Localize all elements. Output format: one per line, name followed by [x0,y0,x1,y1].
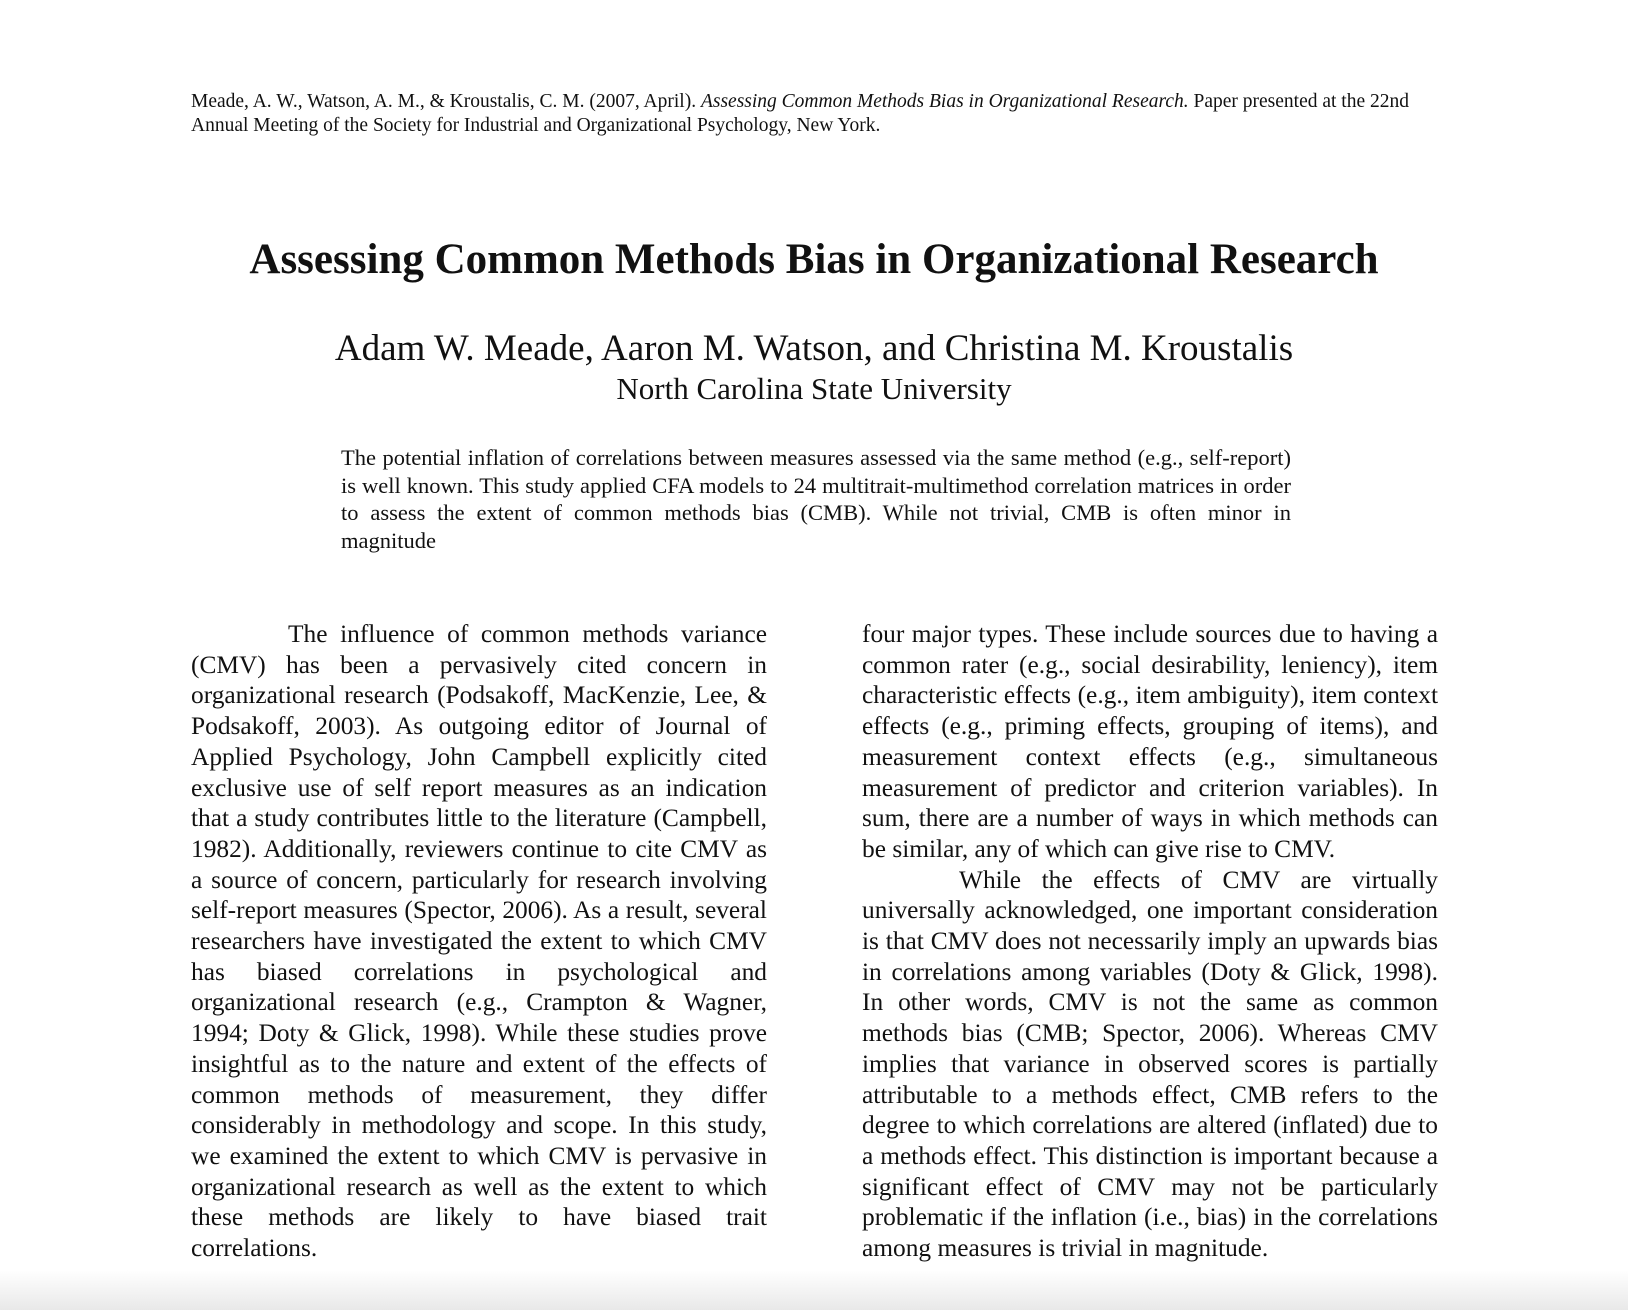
body-paragraph: four major types. These include sources due to having a common rater (e.g., social desirability, leniency), item characteristic effects (e.g., item ambiguity), item context effects (e.g., priming effects, grouping of items), and measurement context effects (e.g., simultaneous measurement of predictor and criterion variables). In sum, there are a number of ways in which methods can be similar, any of which can give rise to CMV. [862,620,1438,863]
citation-title: Assessing Common Methods Bias in Organizational Research. [700,91,1189,112]
paper-title: Assessing Common Methods Bias in Organizational Research [249,236,1379,283]
body-paragraph: The influence of common methods variance (CMV) has been a pervasively cited concern in organizational research (Podsakoff, MacKenzie, Lee, & Podsakoff, 2003). As outgoing editor of Journal of Applied Psychology, John Campbell explicitly cited exclusive use of self report measures as an indication that a study contributes little to the literature (Campbell, 1982). Additionally, reviewers continue to cite CMV as a source of concern, particularly for research involving self-report measures (Spector, 2006). As a result, several researchers have investigated the extent to which CMV has biased correlations in psychological and organizational research (e.g., Crampton & Wagner, 1994; Doty & Glick, 1998). While these studies prove insightful as to the nature and extent of the effects of common methods of measurement, they differ considerably in methodology and scope. In this study, we examined the extent to which CMV is pervasive in organizational research as well as the extent to which these methods are likely to have biased trait correlations. [191,620,767,1263]
paper-authors: Adam W. Meade, Aaron M. Watson, and Christina M. Kroustalis [334,328,1294,369]
citation-venue: Paper presented at the 22nd Annual Meeting of the Society for Industrial and Organizational Psychology, New York. [191,91,1410,136]
body-paragraph: While the effects of CMV are virtually universally acknowledged, one important consideration is that CMV does not necessarily imply an upwards bias in correlations among variables (Doty & Glick, 1998). In other words, CMV is not the same as common methods bias (CMB; Spector, 2006). Whereas CMV implies that variance in observed scores is partially attributable to a methods effect, CMB refers to the degree to which correlations are altered (inflated) due to a methods effect. This distinction is important because a significant effect of CMV may not be particularly problematic if the inflation (i.e., bias) in the correlations among measures is trivial in magnitude. [862,865,1438,1263]
citation-authors: Meade, A. W., Watson, A. M., & Kroustalis, C. M. (2007, April). [191,91,701,112]
body-column-left [191,619,767,1264]
citation-header [191,90,1441,138]
paper-affiliation: North Carolina State University [616,371,1012,406]
page-bottom-fade [0,1270,1628,1310]
abstract: The potential inflation of correlations between measures assessed via the same method (e.g., self-report) is well known. This study applied CFA models to 24 multitrait-multimethod correlation matrices in order to assess the extent of common methods bias (CMB). While not trivial, CMB is often minor in magnitude [341,445,1291,553]
body-column-right [862,619,1438,1264]
